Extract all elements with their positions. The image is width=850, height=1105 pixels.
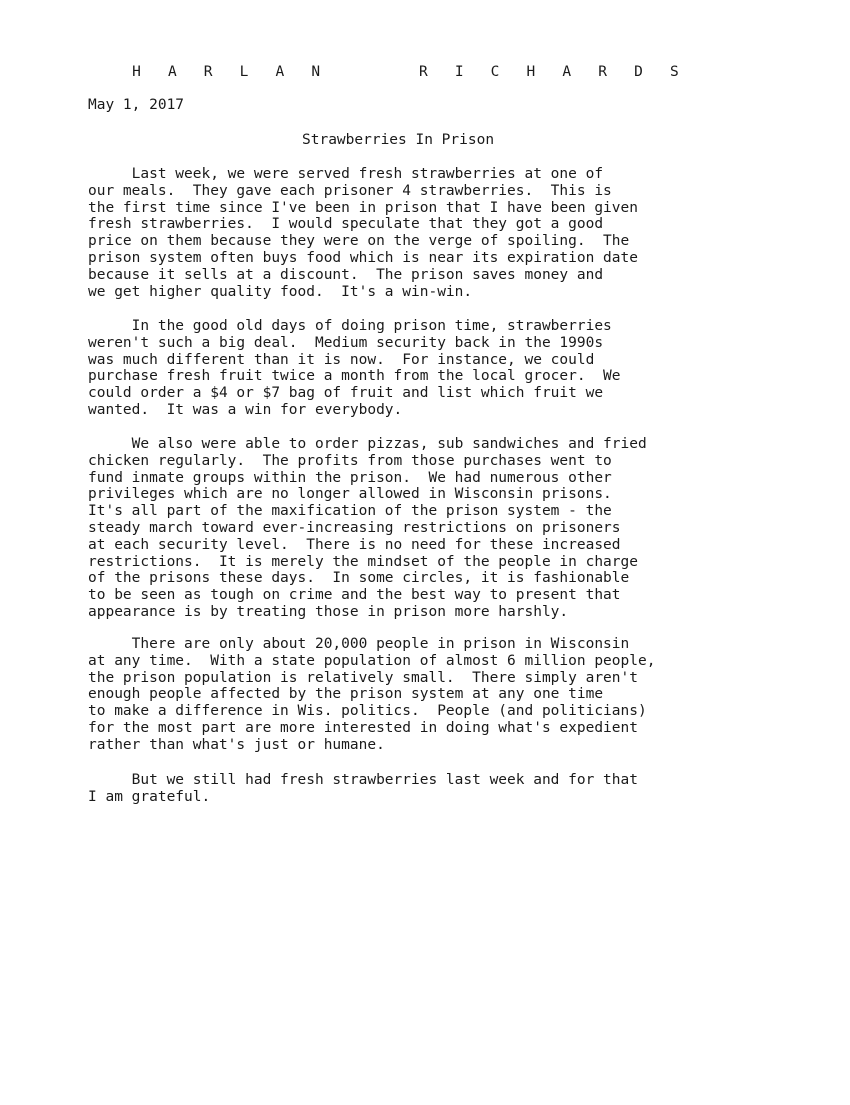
letter-date: May 1, 2017 xyxy=(88,97,185,113)
text-line: weren't such a big deal. Medium security back in the 1990s xyxy=(88,334,604,351)
text-line: to be seen as tough on crime and the best way to present that xyxy=(88,587,621,604)
text-line: rather than what's just or humane. xyxy=(88,736,385,753)
text-line: was much different than it is now. For instance, we could xyxy=(88,351,595,368)
text-line: could order a $4 or $7 bag of fruit and list which fruit we xyxy=(88,385,604,402)
body-paragraph-3 xyxy=(88,436,647,621)
text-line: enough people affected by the prison system at any one time xyxy=(88,686,604,703)
text-line: our meals. They gave each prisoner 4 strawberries. This is xyxy=(88,182,612,199)
body-paragraph-5 xyxy=(88,772,638,806)
text-line: fund inmate groups within the prison. We had numerous other xyxy=(88,469,612,486)
text-line: steady march toward ever-increasing restrictions on prisoners xyxy=(88,519,621,536)
text-line: prison system often buys food which is near its expiration date xyxy=(88,249,638,266)
author-header: H A R L A N R I C H A R D S xyxy=(132,64,688,80)
text-line: the prison population is relatively small. There simply aren't xyxy=(88,669,638,686)
text-line: the first time since I've been in prison that I have been given xyxy=(88,199,638,216)
text-line: because it sells at a discount. The prison saves money and xyxy=(88,266,604,283)
text-line: purchase fresh fruit twice a month from the local grocer. We xyxy=(88,368,621,385)
text-line: In the good old days of doing prison time, strawberries xyxy=(88,318,612,334)
text-line: wanted. It was a win for everybody. xyxy=(88,401,403,418)
text-line: at each security level. There is no need for these increased xyxy=(88,536,621,553)
text-line: It's all part of the maxification of the prison system - the xyxy=(88,503,612,520)
text-line: appearance is by treating those in prison more harshly. xyxy=(88,603,569,620)
body-paragraph-4 xyxy=(88,636,655,754)
text-line: at any time. With a state population of almost 6 million people, xyxy=(88,652,656,669)
text-line: But we still had fresh strawberries last week and for that xyxy=(88,772,638,788)
text-line: privileges which are no longer allowed in Wisconsin prisons. xyxy=(88,486,612,503)
text-line: Last week, we were served fresh strawberries at one of xyxy=(88,166,604,182)
text-line: chicken regularly. The profits from those purchases went to xyxy=(88,452,612,469)
text-line: restrictions. It is merely the mindset of the people in charge xyxy=(88,553,638,570)
text-line: We also were able to order pizzas, sub sandwiches and fried xyxy=(88,436,647,452)
text-line: fresh strawberries. I would speculate that they got a good xyxy=(88,216,604,233)
text-line: we get higher quality food. It's a win-win. xyxy=(88,283,473,300)
text-line: price on them because they were on the verge of spoiling. The xyxy=(88,233,630,250)
text-line: for the most part are more interested in doing what's expedient xyxy=(88,719,638,736)
text-line: I am grateful. xyxy=(88,788,211,805)
body-paragraph-2 xyxy=(88,318,621,419)
body-paragraph-1 xyxy=(88,166,638,300)
text-line: of the prisons these days. In some circles, it is fashionable xyxy=(88,570,630,587)
text-line: There are only about 20,000 people in prison in Wisconsin xyxy=(88,636,630,652)
letter-title: Strawberries In Prison xyxy=(302,132,495,148)
text-line: to make a difference in Wis. politics. People (and politicians) xyxy=(88,703,647,720)
